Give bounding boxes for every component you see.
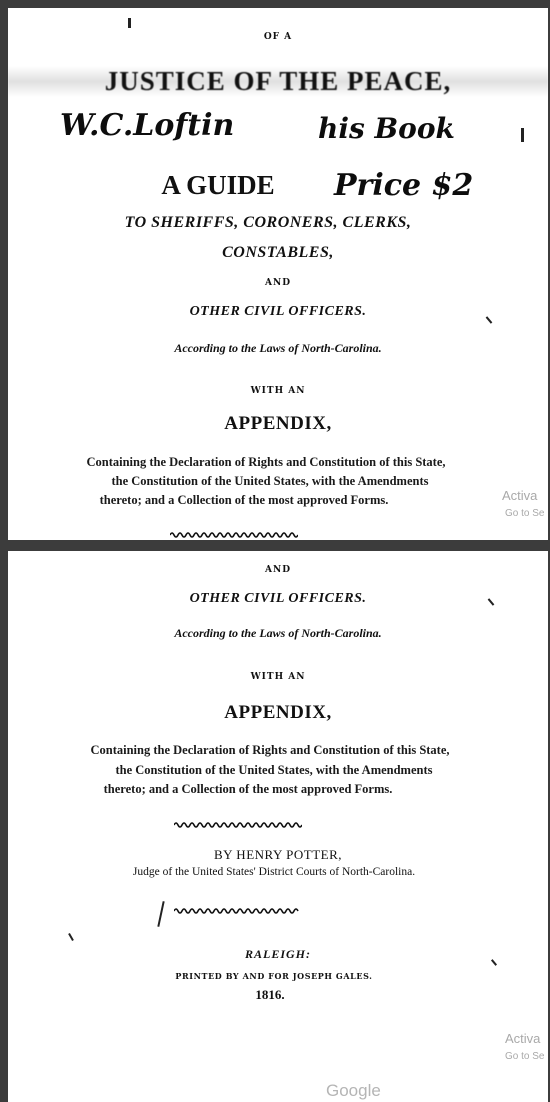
according-line: According to the Laws of North-Carolina. bbox=[174, 626, 382, 640]
containing-line-3: thereto; and a Collection of the most approved Forms. bbox=[103, 782, 393, 796]
place-raleigh: RALEIGH: bbox=[244, 947, 311, 961]
watermark-activate: Activa bbox=[505, 1031, 541, 1046]
watermark-activate: Activa bbox=[502, 488, 538, 503]
constables-line: CONSTABLES, bbox=[222, 244, 334, 261]
printer-line: PRINTED BY AND FOR JOSEPH GALES. bbox=[175, 971, 373, 981]
watermark-go-to-settings: Go to Se bbox=[505, 508, 545, 519]
wavy-rule bbox=[174, 821, 302, 829]
scanned-page-top bbox=[8, 8, 548, 540]
containing-line-2: the Constitution of the United States, with the Amendments bbox=[115, 763, 433, 777]
according-line: According to the Laws of North-Carolina. bbox=[174, 341, 382, 355]
containing-line-1: Containing the Declaration of Rights and Constitution of this State, bbox=[86, 455, 446, 469]
scanned-page-bottom bbox=[8, 551, 548, 1102]
containing-line-1: Containing the Declaration of Rights and Constitution of this State, bbox=[90, 743, 450, 757]
wavy-rule bbox=[170, 531, 298, 539]
with-an-text: WITH AN bbox=[250, 386, 306, 396]
other-officers-line: OTHER CIVIL OFFICERS. bbox=[189, 304, 367, 319]
ink-speck bbox=[521, 128, 524, 142]
author-title-line: Judge of the United States' District Courts of North-Carolina. bbox=[132, 866, 416, 878]
by-author-line: BY HENRY POTTER, bbox=[213, 847, 342, 862]
watermark-go-to-settings: Go to Se bbox=[505, 1051, 545, 1062]
containing-line-2: the Constitution of the United States, with the Amendments bbox=[111, 474, 429, 488]
with-an-text: WITH AN bbox=[250, 672, 306, 682]
title-justice: JUSTICE OF THE PEACE, bbox=[8, 66, 548, 97]
a-guide-heading: A GUIDE bbox=[161, 170, 275, 200]
appendix-heading: APPENDIX, bbox=[224, 413, 332, 434]
sheriffs-line: TO SHERIFFS, CORONERS, CLERKS, bbox=[124, 214, 412, 231]
and-text: AND bbox=[264, 565, 291, 575]
wavy-rule bbox=[174, 907, 300, 915]
other-officers-line: OTHER CIVIL OFFICERS. bbox=[189, 591, 367, 606]
handwritten-price: Price $2 bbox=[334, 168, 474, 203]
ink-speck bbox=[68, 933, 74, 941]
and-text: AND bbox=[264, 278, 291, 288]
year-line: 1816. bbox=[255, 987, 285, 1002]
handwritten-his-book: his Book bbox=[318, 112, 455, 145]
appendix-heading: APPENDIX, bbox=[224, 702, 332, 723]
of-a-text: OF A bbox=[263, 32, 293, 42]
ink-speck bbox=[157, 901, 164, 927]
ink-speck bbox=[128, 18, 131, 28]
containing-line-3: thereto; and a Collection of the most approved Forms. bbox=[99, 493, 389, 507]
google-watermark: Google bbox=[326, 1081, 381, 1100]
handwritten-owner: W.C.Loftin bbox=[60, 108, 235, 143]
